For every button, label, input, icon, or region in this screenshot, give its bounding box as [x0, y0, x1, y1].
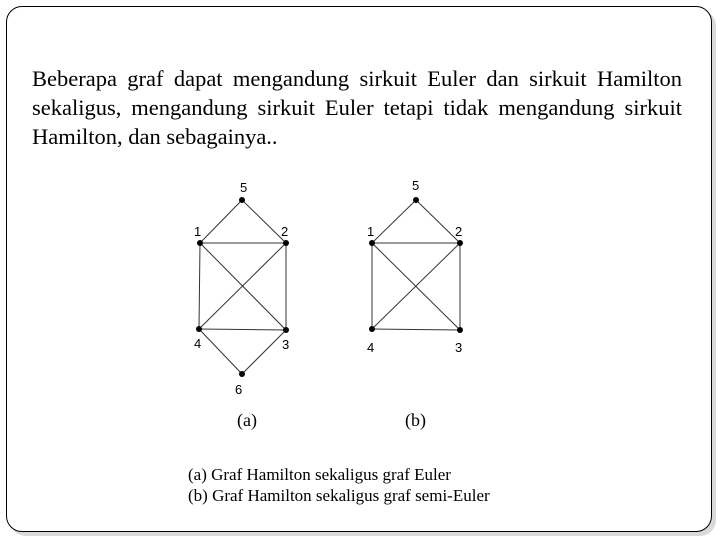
caption-a: (a) — [237, 410, 257, 430]
node-a-2 — [283, 240, 289, 246]
legend-line-b: (b) Graf Hamilton sekaligus graf semi-Euler — [188, 486, 490, 505]
node-label-a-1: 1 — [194, 224, 202, 239]
edge-b-2-5 — [416, 200, 463, 243]
body-paragraph: Beberapa graf dapat mengandung sirkuit Euler dan sirkuit Hamilton sekaligus, mengandung sirkuit Euler tetapi tidak mengandung sirkuit Hamilton, dan sebagainya.. — [32, 66, 682, 149]
node-label-a-5: 5 — [240, 180, 248, 195]
edge-a-1-5 — [200, 200, 242, 243]
node-a-6 — [239, 371, 245, 377]
node-a-4 — [196, 326, 202, 332]
edge-b-1-5 — [372, 200, 416, 243]
node-label-b-5: 5 — [412, 178, 420, 193]
node-a-3 — [283, 327, 289, 333]
node-b-4 — [369, 326, 375, 332]
node-label-a-3: 3 — [282, 337, 290, 352]
edge-b-4-3 — [372, 329, 460, 330]
edge-a-3-6 — [242, 330, 286, 374]
edge-a-1-4 — [199, 243, 200, 329]
graph-b — [367, 178, 463, 355]
legend-line-a: (a) Graf Hamilton sekaligus graf Euler — [188, 465, 451, 484]
caption-b: (b) — [405, 410, 426, 430]
node-b-2 — [457, 240, 463, 246]
node-a-5 — [239, 197, 245, 203]
graph-a — [194, 180, 289, 397]
node-label-b-2: 2 — [455, 224, 463, 239]
node-label-a-2: 2 — [281, 224, 289, 239]
node-a-1 — [197, 240, 203, 246]
node-label-b-1: 1 — [367, 224, 375, 239]
node-b-3 — [457, 327, 463, 333]
node-label-a-4: 4 — [194, 336, 202, 351]
edge-a-2-5 — [242, 200, 289, 243]
legend — [188, 464, 490, 506]
node-label-a-6: 6 — [235, 382, 243, 397]
node-label-b-4: 4 — [367, 340, 375, 355]
node-label-b-3: 3 — [455, 340, 463, 355]
edge-a-4-3 — [199, 329, 286, 330]
node-b-5 — [413, 197, 419, 203]
node-b-1 — [369, 240, 375, 246]
edge-a-4-6 — [199, 329, 242, 374]
